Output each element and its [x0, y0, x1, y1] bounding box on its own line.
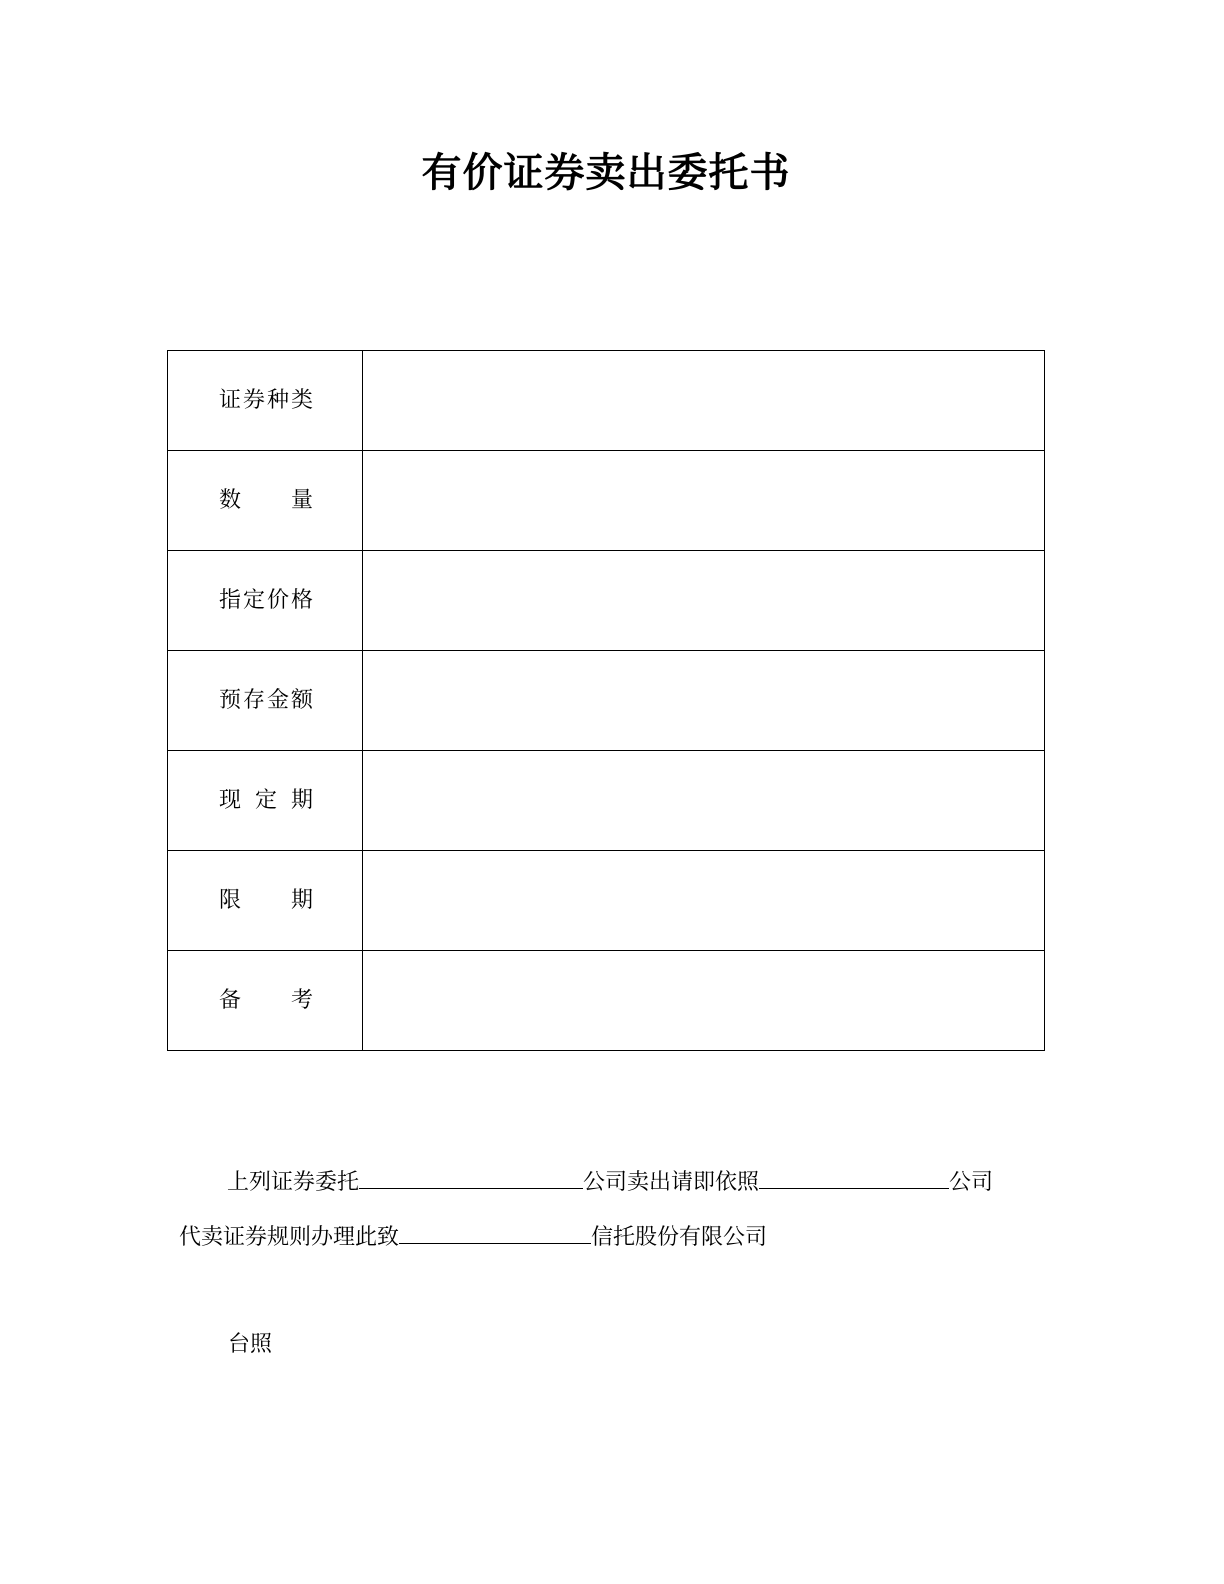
statement-text: 信托股份有限公司 [591, 1225, 768, 1250]
label-cell [168, 451, 363, 551]
statement-text: 代卖证券规则办理此致 [179, 1225, 400, 1250]
row-label-deposit-amount: 预存金额 [219, 687, 313, 713]
row-label-quantity: 数 量 [219, 487, 313, 513]
statement-line-1 [227, 1166, 993, 1198]
closing-text: 台照 [228, 1332, 273, 1357]
row-label-fixed-period: 现 定 期 [219, 787, 313, 813]
label-cell [168, 951, 363, 1051]
statement-line-2 [179, 1221, 767, 1253]
value-cell-deposit-amount[interactable] [363, 651, 1045, 751]
label-cell [168, 351, 363, 451]
document-title: 有价证券卖出委托书 [421, 150, 791, 196]
label-cell [168, 851, 363, 951]
row-label-designated-price: 指定价格 [219, 587, 313, 613]
label-cell [168, 651, 363, 751]
statement-text: 公司 [949, 1170, 994, 1195]
blank-rules-company-field[interactable] [759, 1166, 949, 1189]
table-row [168, 751, 1045, 851]
value-cell-time-limit[interactable] [363, 851, 1045, 951]
label-cell [168, 551, 363, 651]
value-cell-fixed-period[interactable] [363, 751, 1045, 851]
row-label-time-limit: 限 期 [219, 887, 313, 913]
table-row [168, 551, 1045, 651]
statement-text: 公司卖出请即依照 [583, 1170, 760, 1195]
table-row [168, 451, 1045, 551]
table-row [168, 651, 1045, 751]
value-cell-remarks[interactable] [363, 951, 1045, 1051]
row-label-security-type: 证券种类 [219, 387, 313, 413]
value-cell-quantity[interactable] [363, 451, 1045, 551]
table-row [168, 951, 1045, 1051]
label-cell [168, 751, 363, 851]
entrustment-form-table [167, 350, 1045, 1051]
table-row [168, 351, 1045, 451]
statement-text: 上列证券委托 [227, 1170, 360, 1195]
value-cell-designated-price[interactable] [363, 551, 1045, 651]
row-label-remarks: 备 考 [219, 987, 313, 1013]
value-cell-security-type[interactable] [363, 351, 1045, 451]
blank-trust-company-field[interactable] [399, 1221, 591, 1244]
table-row [168, 851, 1045, 951]
blank-entrusted-company-field[interactable] [359, 1166, 583, 1189]
